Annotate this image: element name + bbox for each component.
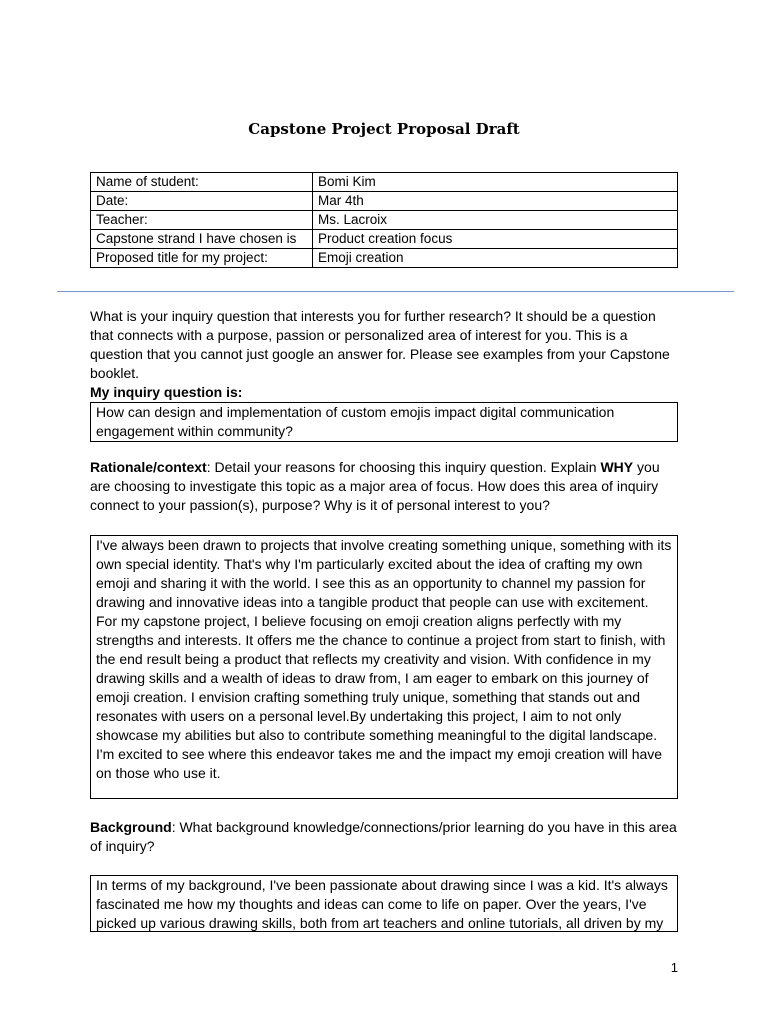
info-value: Mar 4th xyxy=(313,192,678,211)
rationale-heading: Rationale/context xyxy=(90,459,207,475)
rationale-answer: I've always been drawn to projects that involve creating something unique, something with its own special identity. That's why I'm particularly excited about the idea of crafting my own emoji and sharing it with the world. I see this as an opportunity to channel my passion for drawing and innovative ideas into a tangible product that people can use with excitement. For my capstone project, I believe focusing on emoji creation aligns perfectly with my strengths and interests. It offers me the chance to continue a project from start to finish, with the end result being a product that reflects my creativity and vision. With confidence in my drawing skills and a wealth of ideas to draw from, I am eager to embark on this journey of emoji creation. I envision crafting something truly unique, something that stands out and resonates with users on a personal level.By undertaking this project, I aim to not only showcase my abilities but also to contribute something meaningful to the digital landscape. I'm excited to see where this endeavor takes me and the impact my emoji creation will have on those who use it. xyxy=(96,537,672,781)
rationale-prompt-text-end: you are choosing to investigate this topic as a major area of focus. How does this area of inquiry connect to your passion(s), purpose? Why is it of personal interest to you? xyxy=(90,459,660,513)
table-row xyxy=(91,230,678,249)
info-label: Teacher: xyxy=(91,211,313,230)
info-value: Product creation focus xyxy=(313,230,678,249)
info-label: Proposed title for my project: xyxy=(91,249,313,268)
inquiry-prompt-text: What is your inquiry question that interests you for further research? It should be a question that connects with a purpose, passion or personalized area of interest for you. This is a question that you cannot just google an answer for. Please see examples from your Capstone booklet. xyxy=(90,308,670,381)
info-value: Ms. Lacroix xyxy=(313,211,678,230)
inquiry-answer-box xyxy=(90,402,678,442)
background-answer: In terms of my background, I've been passionate about drawing since I was a kid. It's always fascinated me how my thoughts and ideas can come to life on paper. Over the years, I've picked up various drawing skills, both from art teachers and online tutorials, all driven by my xyxy=(96,877,668,931)
rationale-answer-box xyxy=(90,535,678,799)
info-value: Bomi Kim xyxy=(313,173,678,192)
table-row xyxy=(91,173,678,192)
table-row xyxy=(91,211,678,230)
section-divider xyxy=(57,291,734,292)
table-row xyxy=(91,192,678,211)
info-label: Capstone strand I have chosen is xyxy=(91,230,313,249)
rationale-emphasis: WHY xyxy=(600,459,634,475)
document-title: Capstone Project Proposal Draft xyxy=(248,120,520,138)
rationale-prompt xyxy=(90,458,682,515)
info-label: Date: xyxy=(91,192,313,211)
page-number: 1 xyxy=(670,960,678,975)
background-answer-box xyxy=(90,875,678,932)
table-row xyxy=(91,249,678,268)
background-prompt xyxy=(90,818,682,856)
info-value: Emoji creation xyxy=(313,249,678,268)
inquiry-label: My inquiry question is: xyxy=(90,384,243,400)
student-info-table xyxy=(90,172,678,268)
inquiry-answer: How can design and implementation of custom emojis impact digital communication engagement within community? xyxy=(96,404,615,439)
background-heading: Background xyxy=(90,819,172,835)
inquiry-prompt xyxy=(90,307,682,402)
background-prompt-text: : What background knowledge/connections/prior learning do you have in this area of inquiry? xyxy=(90,819,677,854)
info-label: Name of student: xyxy=(91,173,313,192)
rationale-prompt-text: : Detail your reasons for choosing this inquiry question. Explain xyxy=(206,459,601,475)
